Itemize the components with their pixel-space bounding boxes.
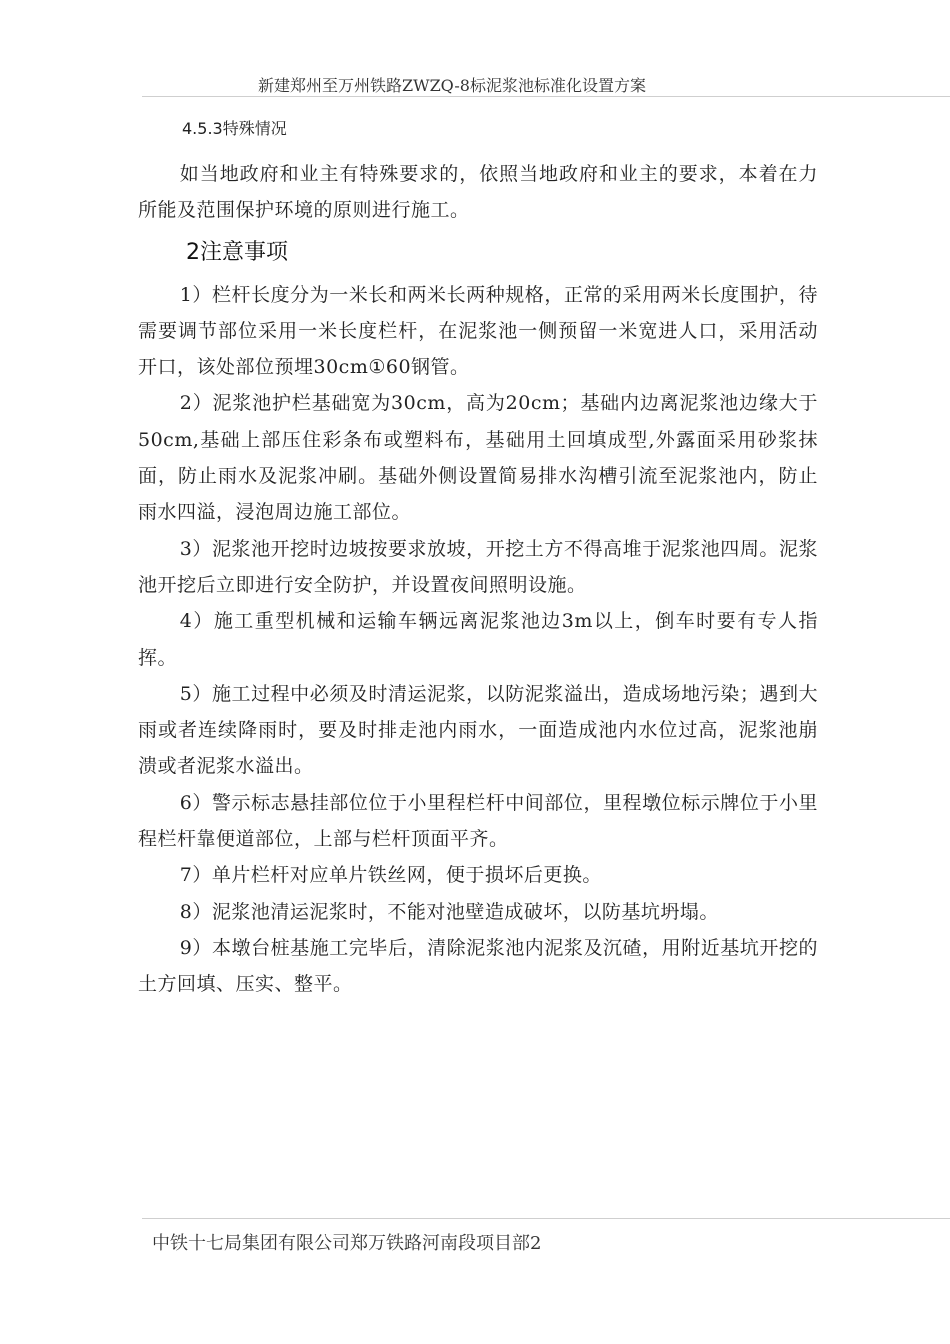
notice-item-7: 7）单片栏杆对应单片铁丝网，便于损坏后更换。	[179, 864, 602, 887]
intro-paragraph: 如当地政府和业主有特殊要求的，依照当地政府和业主的要求，本着在力所能及范围保护环境的原则进行施工。	[138, 163, 818, 222]
notice-item-3: 3）泥浆池开挖时边坡按要求放坡，开挖土方不得高堆于泥浆池四周。泥浆池开挖后立即进行安全防护，并设置夜间照明设施。	[138, 537, 818, 596]
notice-item-6: 6）警示标志悬挂部位位于小里程栏杆中间部位，里程墩位标示牌位于小里程栏杆靠便道部位，上部与栏杆顶面平齐。	[138, 791, 818, 851]
notice-item-1: 1）栏杆长度分为一米长和两米长两种规格，正常的采用两米长度围护，待需要调节部位采用一米长度栏杆，在泥浆池一侧预留一米宽进人口，采用活动开口，该处部位预埋30cm①60钢管。	[138, 283, 818, 379]
page-header-title: 新建郑州至万州铁路ZWZQ-8标泥浆池标准化设置方案	[258, 76, 646, 95]
subsection-heading: 4.5.3特殊情况	[182, 119, 287, 138]
notice-item-4: 4）施工重型机械和运输车辆远离泥浆池边3m以上，倒车时要有专人指挥。	[138, 610, 818, 669]
page-footer: 中铁十七局集团有限公司郑万铁路河南段项目部2	[152, 1233, 542, 1254]
footer-divider	[142, 1218, 950, 1219]
section-heading: 2注意事项	[186, 239, 288, 265]
notice-item-5: 5）施工过程中必须及时清运泥浆，以防泥浆溢出，造成场地污染；遇到大雨或者连续降雨时，要及时排走池内雨水，一面造成池内水位过高，泥浆池崩溃或者泥浆水溢出。	[138, 682, 818, 778]
notice-item-8: 8）泥浆池清运泥浆时，不能对池壁造成破坏，以防基坑坍塌。	[179, 900, 719, 923]
notice-item-2: 2）泥浆池护栏基础宽为30cm，高为20cm；基础内边离泥浆池边缘大于50cm,基础上部压住彩条布或塑料布，基础用土回填成型,外露面采用砂浆抹面，防止雨水及泥浆冲刷。基础外侧设置简易排水沟槽引流至泥浆池内，防止雨水四溢，浸泡周边施工部位。	[138, 392, 818, 524]
document-body	[138, 156, 818, 1003]
header-divider	[142, 96, 950, 97]
notice-item-9: 9）本墩台桩基施工完毕后，清除泥浆池内泥浆及沉碴，用附近基坑开挖的土方回填、压实、整平。	[138, 936, 818, 996]
